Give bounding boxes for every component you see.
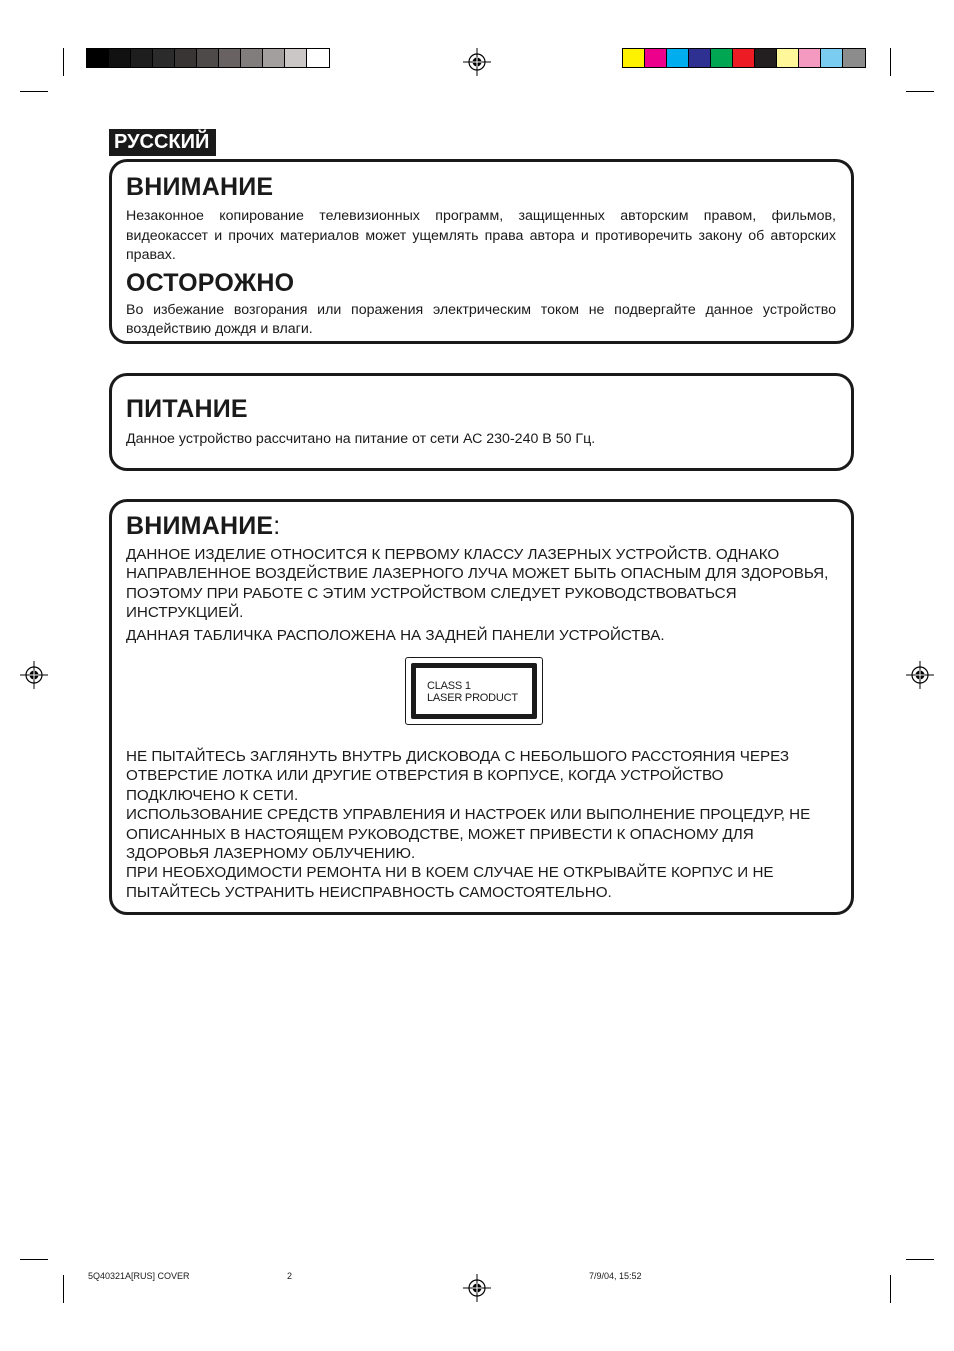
warning-caution-box (109, 159, 854, 344)
laser-class-text: ДАННОЕ ИЗДЕЛИЕ ОТНОСИТСЯ К ПЕРВОМУ КЛАССУ ЛАЗЕРНЫХ УСТРОЙСТВ. ОДНАКО НАПРАВЛЕННОЕ ВОЗДЕЙСТВИЕ ЛАЗЕРНОГО ЛУЧА МОЖЕТ БЫТЬ ОПАСНЫМ ДЛЯ ЗДОРОВЬЯ, ПОЭТОМУ ПРИ РАБОТЕ С ЭТИМ УСТРОЙСТВОМ СЛЕДУЕТ РУКОВОДСТВОВАТЬСЯ ИНСТРУКЦИЕЙ. (126, 546, 829, 622)
repair-warning-text: ПРИ НЕОБХОДИМОСТИ РЕМОНТА НИ В КОЕМ СЛУЧАЕ НЕ ОТКРЫВАЙТЕ КОРПУС И НЕ ПЫТАЙТЕСЬ УСТРАНИТЬ НЕИСПРАВНОСТЬ САМОСТОЯТЕЛЬНО. (126, 864, 774, 901)
footer-date: 7/9/04, 15:52 (589, 1271, 642, 1281)
color-swatch (799, 49, 821, 67)
label-white-panel (416, 668, 532, 714)
class1-laser-label (405, 657, 543, 725)
grayscale-bar (86, 48, 330, 68)
power-title: ПИТАНИЕ (126, 395, 248, 423)
footer-file-name: 5Q40321A[RUS] COVER (88, 1271, 190, 1281)
grayscale-swatch (175, 49, 197, 67)
color-swatch (755, 49, 777, 67)
laser-caution-title-colon: : (273, 512, 281, 540)
do-not-look-text: НЕ ПЫТАЙТЕСЬ ЗАГЛЯНУТЬ ВНУТРЬ ДИСКОВОДА С НЕБОЛЬШОГО РАССТОЯНИЯ ЧЕРЕЗ ОТВЕРСТИЕ ЛОТКА ИЛИ ДРУГИЕ ОТВЕРСТИЯ В КОРПУСЕ, КОГДА УСТРОЙСТВО ПОДКЛЮЧЕНО К СЕТИ. (126, 748, 790, 804)
grayscale-swatch (87, 49, 109, 67)
color-swatch (843, 49, 865, 67)
crop-mark-top-left-h (20, 91, 48, 92)
label-line-class: CLASS 1 (427, 680, 471, 692)
grayscale-swatch (263, 49, 285, 67)
color-swatch (667, 49, 689, 67)
registration-mark-left-icon (20, 661, 48, 689)
label-location-text: ДАННАЯ ТАБЛИЧКА РАСПОЛОЖЕНА НА ЗАДНЕЙ ПАНЕЛИ УСТРОЙСТВА. (126, 626, 665, 644)
controls-warning-text: ИСПОЛЬЗОВАНИЕ СРЕДСТВ УПРАВЛЕНИЯ И НАСТРОЕК ИЛИ ВЫПОЛНЕНИЕ ПРОЦЕДУР, НЕ ОПИСАННЫХ В НАСТОЯЩЕМ РУКОВОДСТВЕ, МОЖЕТ ПРИВЕСТИ К ОПАСНОМУ ДЛЯ ЗДОРОВЬЯ ЛАЗЕРНОМУ ОБЛУЧЕНИЮ. (126, 806, 811, 863)
grayscale-swatch (241, 49, 263, 67)
laser-caution-title (126, 511, 836, 541)
color-swatch (689, 49, 711, 67)
registration-mark-bottom-icon (463, 1274, 491, 1302)
grayscale-swatch (131, 49, 153, 67)
grayscale-swatch (109, 49, 131, 67)
power-box (109, 373, 854, 471)
caution-text: Во избежание возгорания или поражения электрическим током не подвергайте данное устройство воздействию дождя и влаги. (126, 301, 836, 337)
grayscale-swatch (285, 49, 307, 67)
crop-mark-bottom-right-h (906, 1259, 934, 1260)
grayscale-swatch (153, 49, 175, 67)
crop-mark-top-left-v (63, 48, 64, 76)
caution-title: ОСТОРОЖНО (126, 268, 295, 297)
crop-mark-top-right-h (906, 91, 934, 92)
label-line-laser-product: LASER PRODUCT (427, 692, 518, 704)
language-tag: РУССКИЙ (109, 129, 216, 156)
footer-page-number: 2 (287, 1271, 293, 1281)
grayscale-swatch (219, 49, 241, 67)
warning-text: Незаконное копирование телевизионных программ, защищенных авторским правом, фильмов, видеокассет и прочих материалов может ущемлять права автора и противоречить закону об авторских правах. (126, 208, 836, 263)
color-swatch (777, 49, 799, 67)
warning-title: ВНИМАНИЕ (126, 173, 274, 201)
color-swatch (733, 49, 755, 67)
color-swatch (623, 49, 645, 67)
color-swatch (711, 49, 733, 67)
crop-mark-bottom-left-h (20, 1259, 48, 1260)
power-text: Данное устройство рассчитано на питание от сети АС 230-240 В 50 Гц. (126, 431, 596, 447)
crop-mark-bottom-right-v (890, 1275, 891, 1303)
color-swatch (821, 49, 843, 67)
color-swatch (645, 49, 667, 67)
color-bar (622, 48, 866, 68)
registration-mark-right-icon (906, 661, 934, 689)
grayscale-swatch (307, 49, 329, 67)
crop-mark-bottom-left-v (63, 1275, 64, 1303)
grayscale-swatch (197, 49, 219, 67)
registration-mark-top-icon (463, 48, 491, 76)
crop-mark-top-right-v (890, 48, 891, 76)
laser-caution-title-text: ВНИМАНИЕ (126, 512, 274, 540)
